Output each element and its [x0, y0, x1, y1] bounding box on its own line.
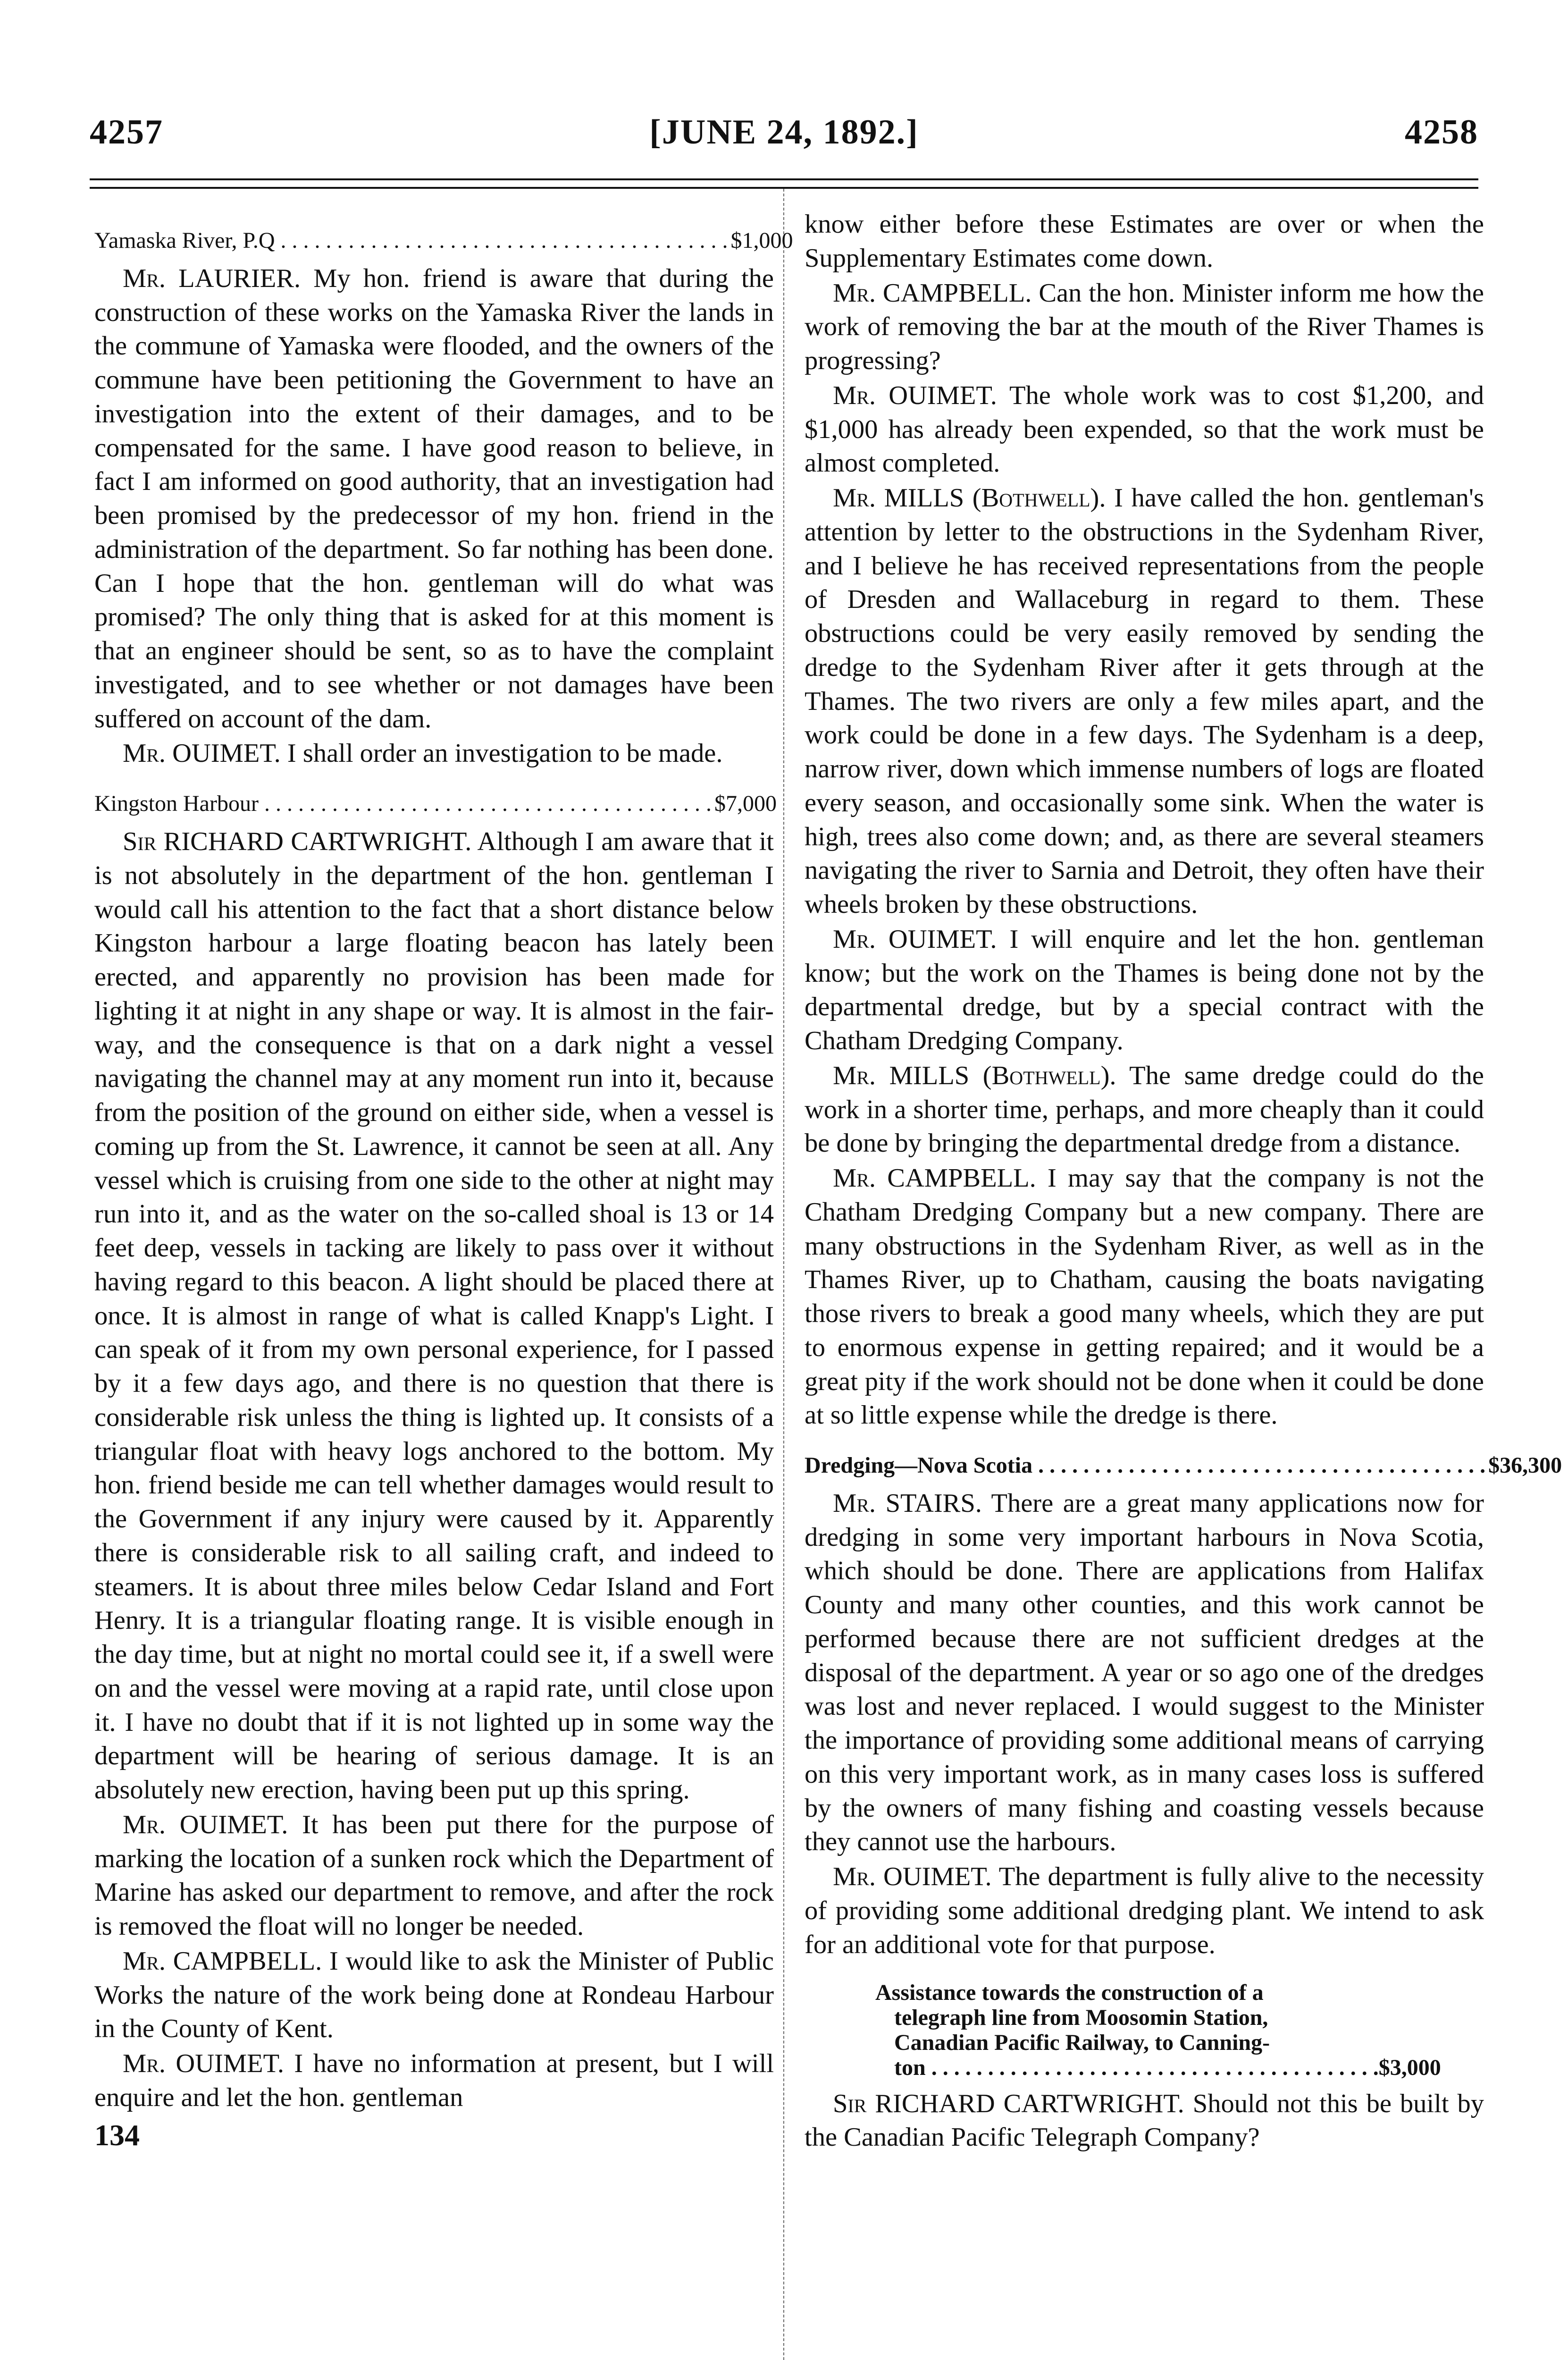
speech-paragraph: [94, 2047, 774, 2115]
speech-text: I shall order an investigation to be made.: [287, 739, 723, 768]
speaker-name: Mr. CAMPBELL.: [123, 1946, 322, 1976]
speech-text: I have called the hon. gentleman's attention by letter to the obstructions in the Sydenham River, and I believe he has received representations from the people of Dresden and Wallaceburg in regard to them. These obstructions could be very easily removed by sending the dredge to the Sydenham River after it gets through at the Thames. The two rivers are only a few miles apart, and the work could be done in a few days. The Sydenham is a deep, narrow river, down which immense numbers of logs are floated every season, and occasionally some sink. When the water is high, trees also come down; and, as there are several steamers navigating the river to Sarnia and Detroit, they often have their wheels broken by these obstructions.: [805, 483, 1484, 919]
speech-paragraph: [94, 737, 774, 771]
speech-text: The whole work was to cost $1,200, and $1,000 has already been expended, so that the work must be almost completed.: [805, 380, 1484, 478]
folio-number: 134: [94, 2118, 140, 2152]
speech-text: Should not this be built by the Canadian Pacific Telegraph Company?: [805, 2089, 1484, 2152]
estimate-item: [875, 1980, 1441, 2080]
speech-text: Can the hon. Minister inform me how the work of removing the bar at the mouth of the River Thames is progressing?: [805, 278, 1484, 375]
speech-text: There are a great many applications now for dredging in some very important harbours in Nova Scotia, which should be done. There are applications from Halifax County and many other counties, and this work cannot be performed because there are not sufficient dredges at the disposal of the department. A year or so ago one of the dredges was lost and never replaced. I would suggest to the Minister the importance of providing some additional means of carrying on this very important work, as in many cases loss is suffered by the owners of many fishing and coasting vessels because they cannot use the harbours.: [805, 1488, 1484, 1857]
speech-text: know either before these Estimates are over or when the Supplementary Estimates come down.: [805, 210, 1484, 273]
speech-paragraph: [805, 481, 1484, 922]
column-divider: [783, 189, 784, 2360]
speaker-name: Mr. STAIRS.: [833, 1488, 982, 1518]
estimate-item-line: Assistance towards the construction of a: [875, 1980, 1264, 2006]
estimate-amount: $3,000: [1378, 2055, 1441, 2080]
speaker-name: Mr. MILLS (Bothwell).: [833, 1061, 1116, 1090]
speech-text: I may say that the company is not the Chatham Dredging Company but a new company. There are many obstructions in the Sydenham River, as well as in the Thames River, up to Chatham, causing the boats navigating those rivers to break a good many wheels, which they are put to enormous expense in getting repaired; and it would be a great pity if the work should not be done when it could be done at so little expense while the dredge is there.: [805, 1163, 1484, 1430]
speech-paragraph: [94, 262, 774, 736]
left-page-number: 4257: [90, 112, 163, 152]
speaker-name: Sir RICHARD CARTWRIGHT.: [833, 2089, 1184, 2118]
speech-paragraph: [805, 1162, 1484, 1433]
estimate-item-line: ton . . .: [894, 2055, 1379, 2080]
estimate-item-line: Canadian Pacific Railway, to Canning-: [894, 2030, 1270, 2056]
speech-paragraph: [805, 1059, 1484, 1161]
speaker-name: Mr. OUIMET.: [123, 1810, 288, 1839]
speaker-name: Mr. OUIMET.: [833, 380, 997, 410]
speech-text: My hon. friend is aware that during the construction of these works on the Yamaska River the lands in the commune of Yamaska were flooded, and the owners of the commune have been petitioning the Government to have an investigation into the extent of their damages, and to be compensated for the same. I have good reason to believe, in fact I am informed on good authority, that an investigation had been promised by the predecessor of my hon. friend in the administration of the department. So far nothing has been done. Can I hope that the hon. gentleman will do what was promised? The only thing that is asked for at this moment is that an engineer should be sent, so as to have the complaint investigated, and to see whether or not damages have been suffered on account of the dam.: [94, 263, 774, 733]
speaker-name: Mr. MILLS (Bothwell).: [833, 483, 1106, 513]
right-page-number: 4258: [1405, 112, 1478, 152]
header-rule: [90, 178, 1478, 180]
speech-paragraph: [805, 379, 1484, 480]
right-column: [805, 208, 1562, 2156]
speech-text: The same dredge could do the work in a shorter time, perhaps, and more cheaply than it could be done by bringing the departmental dredge from a distance.: [805, 1061, 1484, 1158]
speaker-name: Mr. OUIMET.: [833, 924, 997, 954]
speaker-name: Mr. CAMPBELL.: [833, 1163, 1036, 1193]
estimate-item: Dredging—Nova Scotia . . . $36,300: [805, 1451, 1484, 1480]
header-date: [JUNE 24, 1892.]: [649, 112, 919, 152]
speech-paragraph: [805, 277, 1484, 378]
speaker-name: Mr. LAURIER.: [123, 263, 301, 293]
speaker-name: Sir RICHARD CARTWRIGHT.: [123, 827, 472, 857]
speech-text: The department is fully alive to the necessity of providing some additional dredging plant. We intend to ask for an additional vote for that purpose.: [805, 1862, 1484, 1959]
speech-paragraph: [805, 1487, 1484, 1859]
speech-paragraph: [805, 923, 1484, 1058]
speech-paragraph: [805, 1860, 1484, 1962]
speaker-name: Mr. CAMPBELL.: [833, 278, 1032, 308]
estimate-item: Yamaska River, P.Q . . . $1,000: [94, 227, 774, 255]
speech-paragraph: [94, 825, 774, 1807]
page-header: [90, 101, 1478, 163]
speaker-name: Mr. OUIMET.: [123, 739, 281, 768]
speech-paragraph: [94, 1945, 774, 2046]
estimate-item-line: telegraph line from Moosomin Station,: [894, 2005, 1268, 2031]
speaker-name: Mr. OUIMET.: [833, 1862, 992, 1892]
estimate-item: Kingston Harbour . . . $7,000: [94, 790, 774, 818]
speech-paragraph: [805, 2087, 1484, 2155]
speaker-name: Mr. OUIMET.: [123, 2049, 285, 2079]
speech-paragraph: [94, 1808, 774, 1944]
speech-text: Although I am aware that it is not absolutely in the department of the hon. gentleman I would call his attention to the fact that a short distance below Kingston harbour a large floating beacon has lately been erected, and apparently no provision has been made for lighting it at night in any shape or way. It is almost in the fair-way, and the consequence is that on a dark night a vessel navigating the channel may at any moment run into it, because from the position of the ground on either side, when a vessel is coming up from the St. Lawrence, it cannot be seen at all. Any vessel which is cruising from one side to the other at night may run into it, and as the water on the so-called shoal is 13 or 14 feet deep, vessels in tacking are likely to pass over it without having regard to this beacon. A light should be placed there at once. It is almost in range of what is called Knapp's Light. I can speak of it from my own personal experience, for I passed by it a few days ago, and there is no question that there is considerable risk unless the thing is lighted up. It consists of a triangular float with heavy logs anchored to the bottom. My hon. friend beside me can tell whether damages would result to the Government if any injury were caused by it. Apparently there is considerable risk to all sailing craft, and indeed to steamers. It is about three miles below Cedar Island and Fort Henry. It is a triangular floating range. It is visible enough in the day time, but at night no mortal could see it, if a swell were on and the vessel were moving at a rapid rate, until close upon it. I have no doubt that if it is not lighted up in some way the department will be hearing of serious damage. It is an absolutely new erection, having been put up this spring.: [94, 827, 774, 1805]
left-column: [94, 208, 793, 2155]
speech-text: I would like to ask the Minister of Public Works the nature of the work being done at Rondeau Harbour in the County of Kent.: [94, 1946, 774, 2044]
speech-text: It has been put there for the purpose of marking the location of a sunken rock which the Department of Marine has asked our department to remove, and after the rock is removed the float will no longer be needed.: [94, 1810, 774, 1941]
speech-text: I have no information at present, but I will enquire and let the hon. gentleman: [94, 2049, 774, 2112]
speech-paragraph: [805, 208, 1484, 276]
speech-text: I will enquire and let the hon. gentleman know; but the work on the Thames is being done not by the departmental dredge, but by a special contract with the Chatham Dredging Company.: [805, 924, 1484, 1055]
